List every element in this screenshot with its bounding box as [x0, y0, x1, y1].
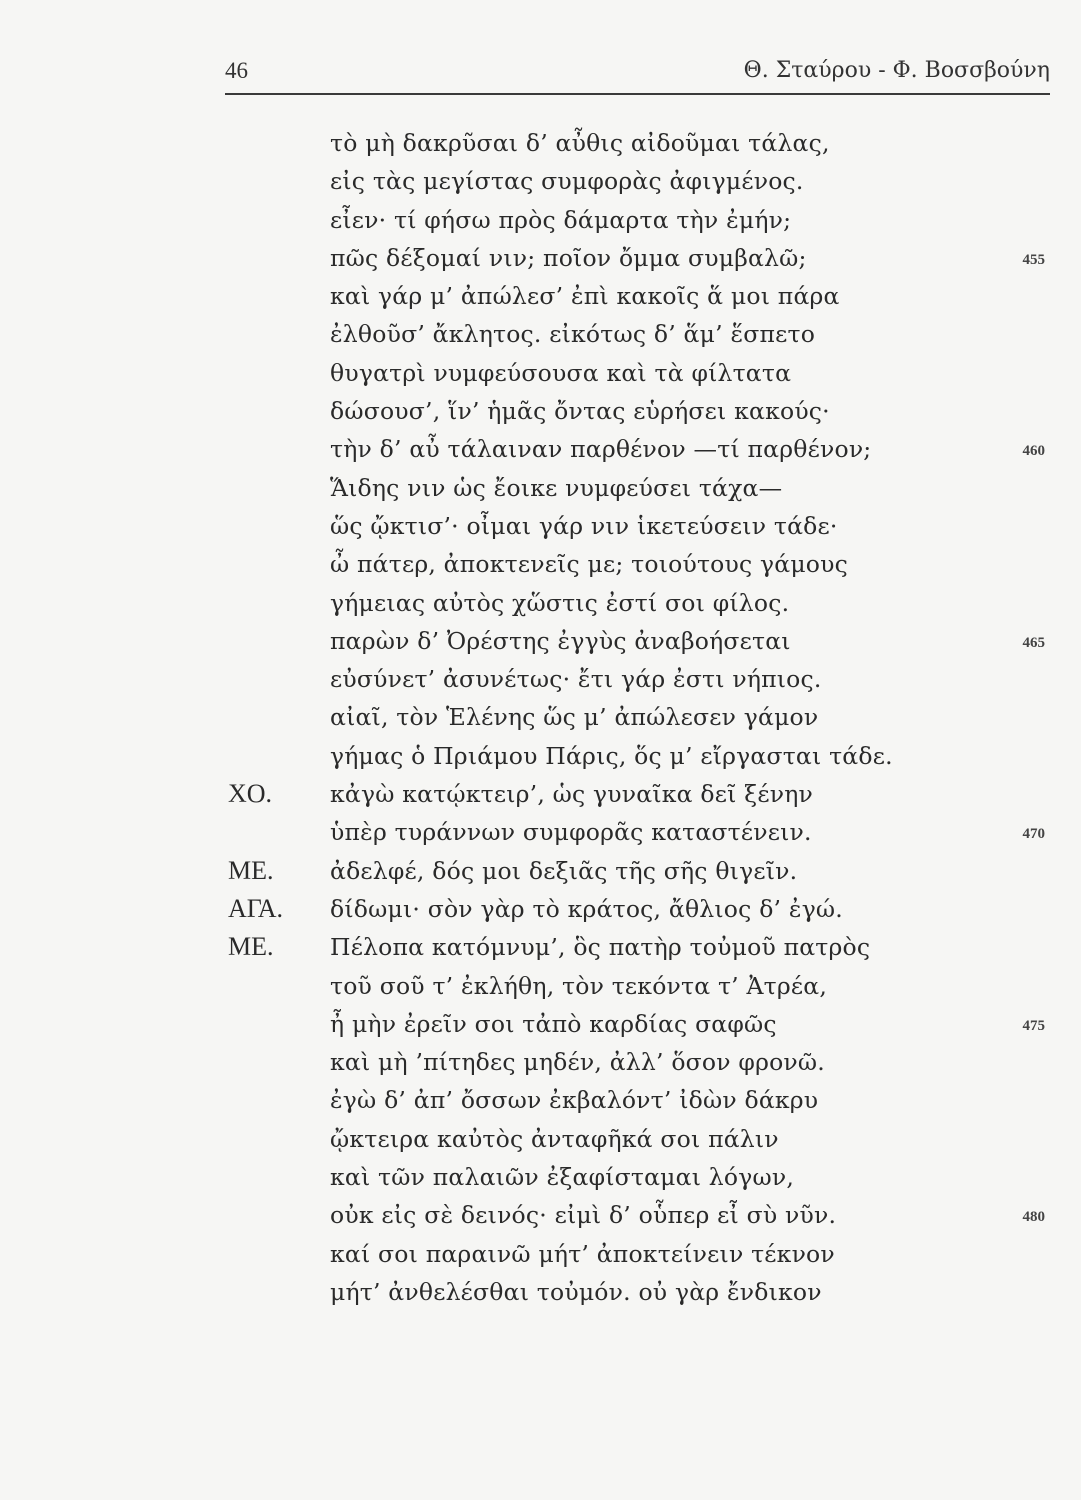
verse-line — [0, 162, 1081, 200]
verse-line — [0, 622, 1081, 660]
verse-text: μήτ’ ἀνθελέσθαι τοὐμόν. οὐ γὰρ ἔνδικον — [330, 1277, 822, 1306]
page-number: 46 — [225, 58, 248, 83]
verse-line — [0, 469, 1081, 507]
verse-line — [0, 201, 1081, 239]
speaker-label: ΜΕ. — [228, 932, 274, 962]
verse-line — [0, 239, 1081, 277]
speaker-label: ΜΕ. — [228, 855, 274, 885]
verse-text: εὐσύνετ’ ἀσυνέτως· ἔτι γάρ ἐστι νήπιος. — [330, 665, 822, 694]
verse-line — [0, 1005, 1081, 1043]
verse-text: δίδωμι· σὸν γὰρ τὸ κράτος, ἄθλιος δ’ ἐγώ. — [330, 894, 843, 923]
verse-text: πῶς δέξομαί νιν; ποῖον ὄμμα συμβαλῶ; — [330, 243, 807, 272]
verse-text: Ἅιδης νιν ὡς ἔοικε νυμφεύσει τάχα— — [330, 473, 783, 502]
verse-line — [0, 584, 1081, 622]
verse-line — [0, 1120, 1081, 1158]
verse-line — [0, 698, 1081, 736]
verse-line — [0, 430, 1081, 468]
verse-text: ὦ πάτερ, ἀποκτενεῖς με; τοιούτους γάμους — [330, 550, 848, 579]
verse-text: θυγατρὶ νυμφεύσουσα καὶ τὰ φίλτατα — [330, 358, 792, 387]
verse-text: καὶ μὴ ’πίτηδες μηδέν, ἀλλ’ ὅσον φρονῶ. — [330, 1048, 825, 1077]
verse-text: καὶ τῶν παλαιῶν ἐξαφίσταμαι λόγων, — [330, 1163, 795, 1192]
page-header — [225, 56, 1050, 92]
verse-line — [0, 775, 1081, 813]
verse-line — [0, 737, 1081, 775]
verse-line — [0, 1043, 1081, 1081]
verse-text: οὐκ εἰς σὲ δεινός· εἰμὶ δ’ οὗπερ εἶ σὺ νῦν. — [330, 1201, 837, 1230]
line-number: 480 — [1022, 1209, 1045, 1226]
verse-line — [0, 507, 1081, 545]
verse-text: παρὼν δ’ Ὀρέστης ἐγγὺς ἀναβοήσεται — [330, 626, 791, 655]
line-number: 460 — [1022, 443, 1045, 460]
verse-text: γήμας ὁ Πριάμου Πάρις, ὅς μ’ εἴργασται τάδε. — [330, 741, 893, 770]
verse-line — [0, 813, 1081, 851]
verse-line — [0, 928, 1081, 966]
verse-line — [0, 1273, 1081, 1311]
header-rule — [225, 93, 1050, 95]
verse-text: ἦ μὴν ἐρεῖν σοι τἀπὸ καρδίας σαφῶς — [330, 1009, 777, 1038]
verse-text: Πέλοπα κατόμνυμ’, ὃς πατὴρ τοὐμοῦ πατρὸς — [330, 933, 871, 962]
verse-line — [0, 1158, 1081, 1196]
verse-text: καὶ γάρ μ’ ἀπώλεσ’ ἐπὶ κακοῖς ἅ μοι πάρα — [330, 282, 840, 311]
verse-text: ἐγὼ δ’ ἀπ’ ὄσσων ἐκβαλόντ’ ἰδὼν δάκρυ — [330, 1086, 819, 1115]
verse-text: κἀγὼ κατῴκτειρ’, ὡς γυναῖκα δεῖ ξένην — [330, 780, 813, 809]
verse-line — [0, 277, 1081, 315]
verse-line — [0, 660, 1081, 698]
line-number: 465 — [1022, 634, 1045, 651]
verse-line — [0, 315, 1081, 353]
verse-block — [0, 124, 1081, 1311]
line-number: 470 — [1022, 826, 1045, 843]
verse-line — [0, 890, 1081, 928]
verse-text: εἰς τὰς μεγίστας συμφορὰς ἀφιγμένος. — [330, 167, 804, 196]
verse-line — [0, 1081, 1081, 1119]
verse-text: τὸ μὴ δακρῦσαι δ’ αὖθις αἰδοῦμαι τάλας, — [330, 129, 830, 157]
verse-text: ἐλθοῦσ’ ἄκλητος. εἰκότως δ’ ἅμ’ ἕσπετο — [330, 320, 816, 349]
verse-text: γήμειας αὐτὸς χὥστις ἐστί σοι φίλος. — [330, 588, 790, 617]
verse-line — [0, 392, 1081, 430]
verse-text: τὴν δ’ αὖ τάλαιναν παρθένον —τί παρθένον; — [330, 435, 872, 464]
verse-line — [0, 545, 1081, 583]
verse-line — [0, 1235, 1081, 1273]
line-number: 475 — [1022, 1017, 1045, 1034]
speaker-label: ΧΟ. — [228, 779, 273, 809]
line-number: 455 — [1022, 251, 1045, 268]
verse-text: τοῦ σοῦ τ’ ἐκλήθη, τὸν τεκόντα τ’ Ἀτρέα, — [330, 971, 828, 1000]
verse-text: ᾤκτειρα καὐτὸς ἀνταφῆκά σοι πάλιν — [330, 1124, 779, 1153]
verse-line — [0, 852, 1081, 890]
verse-text: εἶεν· τί φήσω πρὸς δάμαρτα τὴν ἐμήν; — [330, 205, 792, 234]
verse-line — [0, 967, 1081, 1005]
running-title: Θ. Σταύρου - Φ. Βοσσβούνη — [743, 58, 1050, 83]
verse-text: ὥς ᾤκτισ’· οἶμαι γάρ νιν ἱκετεύσειν τάδε· — [330, 511, 838, 540]
verse-text: δώσουσ’, ἵν’ ἡμᾶς ὄντας εὑρήσει κακούς· — [330, 397, 830, 426]
verse-text: ὑπὲρ τυράννων συμφορᾶς καταστένειν. — [330, 818, 812, 847]
verse-text: αἰαῖ, τὸν Ἑλένης ὥς μ’ ἀπώλεσεν γάμον — [330, 703, 819, 732]
verse-line — [0, 124, 1081, 162]
verse-line — [0, 1196, 1081, 1234]
speaker-label: ΑΓΑ. — [228, 893, 284, 923]
verse-text: καί σοι παραινῶ μήτ’ ἀποκτείνειν τέκνον — [330, 1239, 835, 1268]
verse-text: ἀδελφέ, δός μοι δεξιᾶς τῆς σῆς θιγεῖν. — [330, 856, 798, 885]
verse-line — [0, 354, 1081, 392]
